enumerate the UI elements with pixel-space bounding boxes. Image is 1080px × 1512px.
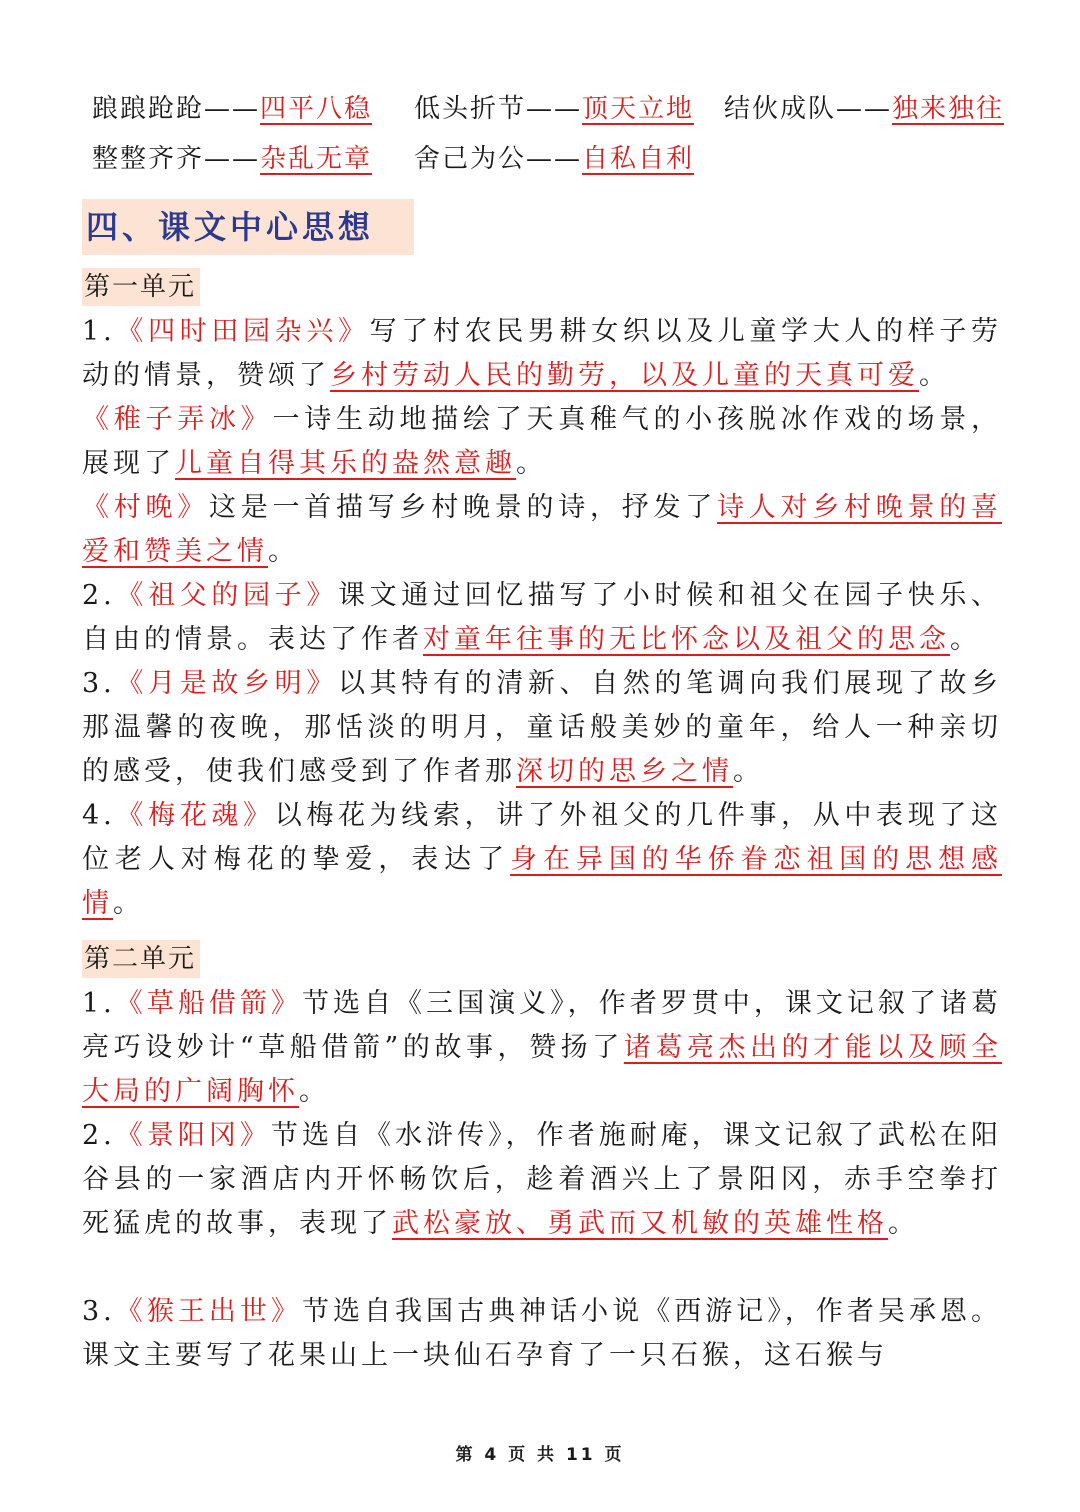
paragraph-text: 。 bbox=[733, 756, 764, 787]
key-point: 武松豪放、勇武而又机敏的英雄性格 bbox=[392, 1208, 888, 1239]
antonym-word: 踉踉跄跄 bbox=[92, 94, 205, 124]
antonym-word: 舍己为公 bbox=[414, 144, 527, 174]
paragraph-text: 。 bbox=[299, 1076, 330, 1107]
lesson-title: 《景阳冈》 bbox=[115, 1120, 271, 1151]
dash: —— bbox=[204, 144, 261, 174]
antonym-pair bbox=[414, 138, 694, 175]
dash: —— bbox=[526, 94, 583, 124]
paragraph bbox=[82, 1290, 1002, 1378]
paragraph-text: 节选自我国古典神话小说《西游记》，作者吴承恩。课文主要写了花果山上一块仙石孕育了一只石猴，这石猴与 bbox=[82, 1296, 1003, 1371]
paragraph-text: 3. bbox=[82, 668, 116, 699]
antonym-answer: 独来独往 bbox=[892, 94, 1005, 124]
antonym-word: 整整齐齐 bbox=[92, 144, 205, 174]
lesson-title: 《猴王出世》 bbox=[115, 1296, 302, 1327]
paragraph bbox=[82, 794, 1002, 926]
lesson-title: 《草船借箭》 bbox=[115, 988, 302, 1019]
lesson-title: 《月是故乡明》 bbox=[115, 668, 338, 699]
paragraph-text: 以梅花为线索，讲了外祖父的几件事，从中表现了这位老人对梅花的挚爱，表达了 bbox=[82, 800, 1003, 875]
antonym-pair bbox=[92, 88, 372, 125]
lesson-title: 《稚子弄冰》 bbox=[82, 404, 273, 435]
paragraph-text: 1. bbox=[82, 988, 116, 1019]
lesson-title: 《梅花魂》 bbox=[115, 800, 275, 831]
paragraph bbox=[82, 662, 1002, 794]
key-point: 诸葛亮杰出的才能以及顾全大局的广阔胸怀 bbox=[82, 1032, 1002, 1107]
paragraph-text: 。 bbox=[950, 624, 981, 655]
antonym-answer: 四平八稳 bbox=[260, 94, 373, 124]
key-point: 儿童自得其乐的盎然意趣 bbox=[175, 448, 516, 479]
antonym-pair bbox=[724, 88, 1004, 125]
section-heading: 四、课文中心思想 bbox=[82, 199, 414, 255]
paragraph-text: 课文通过回忆描写了小时候和祖父在园子快乐、自由的情景。表达了作者 bbox=[82, 580, 1003, 655]
paragraph bbox=[82, 486, 1002, 574]
paragraph-text: 节选自《三国演义》，作者罗贯中，课文记叙了诸葛亮巧设妙计“草船借箭”的故事，赞扬了 bbox=[82, 988, 1003, 1063]
antonym-pair bbox=[414, 88, 694, 125]
paragraph bbox=[82, 574, 1002, 662]
paragraph-text: 3. bbox=[82, 1296, 116, 1327]
antonym-word: 低头折节 bbox=[414, 94, 527, 124]
key-point: 身在异国的华侨眷恋祖国的思想感情 bbox=[82, 844, 1003, 919]
paragraph-text: 。 bbox=[919, 360, 950, 391]
paragraph-text: 。 bbox=[888, 1208, 919, 1239]
unit-label-2: 第二单元 bbox=[82, 940, 200, 978]
antonym-answer: 杂乱无章 bbox=[260, 144, 373, 174]
key-point: 诗人对乡村晚景的喜爱和赞美之情 bbox=[82, 492, 1002, 567]
key-point: 对童年往事的无比怀念以及祖父的思念 bbox=[423, 624, 950, 655]
antonym-pair bbox=[92, 138, 372, 175]
lesson-title: 《四时田园杂兴》 bbox=[115, 316, 370, 347]
paragraph bbox=[82, 982, 1002, 1114]
dash: —— bbox=[836, 94, 893, 124]
paragraph-text: 。 bbox=[113, 888, 144, 919]
key-point: 乡村劳动人民的勤劳，以及儿童的天真可爱 bbox=[330, 360, 919, 391]
paragraph-text: 。 bbox=[268, 536, 299, 567]
antonym-answer: 顶天立地 bbox=[582, 94, 695, 124]
dash: —— bbox=[526, 144, 583, 174]
paragraph bbox=[82, 398, 1002, 486]
key-point: 深切的思乡之情 bbox=[516, 756, 733, 787]
paragraph-text: 2. bbox=[82, 1120, 116, 1151]
paragraph-text: 这是一首描写乡村晚景的诗，抒发了 bbox=[209, 492, 717, 523]
paragraph-text: 写了村农民男耕女织以及儿童学大人的样子劳动的情景，赞颂了 bbox=[82, 316, 1003, 391]
paragraph-text: 。 bbox=[516, 448, 547, 479]
paragraph-text: 节选自《水浒传》，作者施耐庵，课文记叙了武松在阳谷县的一家酒店内开怀畅饮后，趁着酒兴上了景阳冈，赤手空拳打死猛虎的故事，表现了 bbox=[82, 1120, 1003, 1239]
paragraph-text: 4. bbox=[82, 800, 116, 831]
paragraph bbox=[82, 310, 1002, 398]
dash: —— bbox=[204, 94, 261, 124]
antonym-word: 结伙成队 bbox=[724, 94, 837, 124]
paragraph-text: 1. bbox=[82, 316, 116, 347]
paragraph-text: 2. bbox=[82, 580, 116, 611]
unit-label-1: 第一单元 bbox=[82, 268, 200, 306]
page-footer: 第 4 页 共 11 页 bbox=[455, 1445, 625, 1465]
antonym-answer: 自私自利 bbox=[582, 144, 695, 174]
paragraph-text: 以其特有的清新、自然的笔调向我们展现了故乡那温馨的夜晚，那恬淡的明月，童话般美妙的童年，给人一种亲切的感受，使我们感受到了作者那 bbox=[82, 668, 1003, 787]
paragraph-text: 一诗生动地描绘了天真稚气的小孩脱冰作戏的场景，展现了 bbox=[82, 404, 1002, 479]
lesson-title: 《祖父的园子》 bbox=[115, 580, 338, 611]
lesson-title: 《村晚》 bbox=[82, 492, 209, 523]
paragraph bbox=[82, 1114, 1002, 1246]
